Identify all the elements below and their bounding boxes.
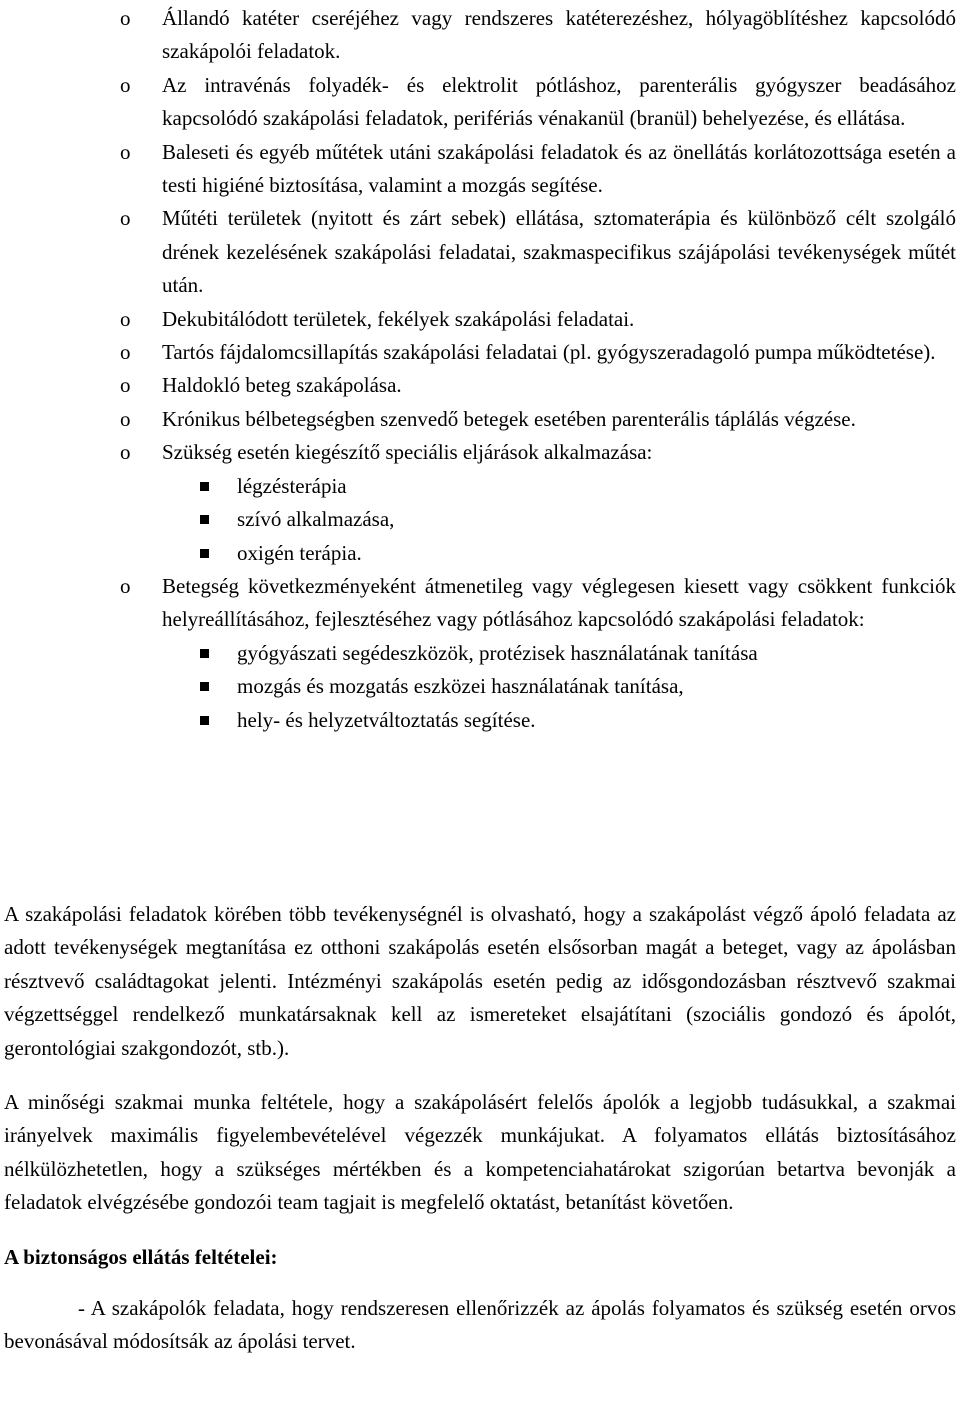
task-list	[0, 2, 960, 737]
list-item-text: Műtéti területek (nyitott és zárt sebek) ellátása, sztomaterápia és különböző célt szolgáló drének kezelésének szakápolási feladatai, szakmaspecifikus szájápolási tevékenységek műtét után.	[162, 206, 956, 298]
list-item-text: Dekubitálódott területek, fekélyek szakápolási feladatai.	[162, 306, 635, 331]
list-item-text: Az intravénás folyadék- és elektrolit pótláshoz, parenterális gyógyszer beadásához kapcsolódó szakápolási feladatok, perifériás vénakanül (branül) behelyezése, és ellátása.	[162, 72, 956, 131]
list-item-text: Szükség esetén kiegészítő speciális eljárások alkalmazása:	[162, 440, 653, 465]
list-marker: o	[120, 306, 131, 331]
sub-list-item-text: légzésterápia	[237, 473, 347, 498]
list-marker: o	[120, 573, 131, 598]
list-marker: o	[120, 72, 131, 97]
list-item	[0, 403, 960, 436]
sub-list-item	[162, 637, 956, 670]
section-heading: A biztonságos ellátás feltételei:	[4, 1244, 278, 1269]
square-bullet-icon	[200, 649, 209, 658]
list-marker: o	[120, 206, 131, 231]
list-marker: o	[120, 139, 131, 164]
sub-list-item-text: gyógyászati segédeszközök, protézisek használatának tanítása	[237, 640, 758, 665]
list-item	[0, 369, 960, 402]
list-item	[0, 436, 960, 570]
square-bullet-icon	[200, 515, 209, 524]
sub-list	[162, 470, 956, 570]
list-item	[0, 2, 960, 69]
list-item	[0, 69, 960, 136]
sub-list-item	[162, 537, 956, 570]
sub-list-item-text: mozgás és mozgatás eszközei használatának tanítása,	[237, 674, 684, 699]
list-item	[0, 202, 960, 302]
list-marker: o	[120, 340, 131, 365]
sub-list-item-text: hely- és helyzetváltoztatás segítése.	[237, 707, 536, 732]
list-item-text: Haldokló beteg szakápolása.	[162, 373, 402, 398]
list-item-text: Tartós fájdalomcsillapítás szakápolási feladatai (pl. gyógyszeradagoló pumpa működtetése).	[162, 340, 936, 365]
list-item	[0, 570, 960, 737]
sub-list-item	[162, 704, 956, 737]
dash-list-item: - A szakápolók feladata, hogy rendszeresen ellenőrizzék az ápolás folyamatos és szükség esetén orvos bevonásával módosítsák az ápolási tervet.	[4, 1296, 956, 1354]
list-marker: o	[120, 440, 131, 465]
list-marker: o	[120, 6, 131, 30]
sub-list-item-text: oxigén terápia.	[237, 540, 362, 565]
list-item	[0, 136, 960, 203]
list-item-text: Állandó katéter cseréjéhez vagy rendszeres katéterezéshez, hólyagöblítéshez kapcsolódó szakápolói feladatok.	[162, 6, 956, 64]
list-item	[0, 336, 960, 369]
sub-list-item	[162, 670, 956, 703]
list-item-text: Krónikus bélbetegségben szenvedő betegek esetében parenterális táplálás végzése.	[162, 406, 856, 431]
list-item-text: Baleseti és egyéb műtétek utáni szakápolási feladatok és az önellátás korlátozottsága esetén a testi higiéné biztosítása, valamint a mozgás segítése.	[162, 139, 956, 198]
list-item	[0, 303, 960, 336]
sub-list-item	[162, 503, 956, 536]
list-marker: o	[120, 373, 131, 398]
sub-list	[162, 637, 956, 737]
paragraph: A szakápolási feladatok körében több tevékenységnél is olvasható, hogy a szakápolást végző ápoló feladata az adott tevékenységek megtanítása ez otthoni szakápolás esetén elsősorban magát a beteget, vagy az ápolásban résztvevő családtagokat jelenti. Intézményi szakápolás esetén pedig az idősgondozásban résztvevő szakmai végzettséggel rendelkező munkatársaknak kell az ismereteket elsajátítani (szociális gondozó és ápolót, gerontológiai szakgondozót, stb.).	[4, 902, 956, 1060]
square-bullet-icon	[200, 482, 209, 491]
sub-list-item-text: szívó alkalmazása,	[237, 507, 395, 532]
paragraph: A minőségi szakmai munka feltétele, hogy a szakápolásért felelős ápolók a legjobb tudásukkal, a szakmai irányelvek maximális figyelembevételével végezzék munkájukat. A folyamatos ellátás biztosításához nélkülözhetetlen, hogy a szükséges mértékben és a kompetenciahatárokat szigorúan betartva bevonják a feladatok elvégzésébe gondozói team tagjait is megfelelő oktatást, betanítást követően.	[4, 1090, 956, 1215]
body-text	[0, 898, 960, 1359]
square-bullet-icon	[200, 716, 209, 725]
square-bullet-icon	[200, 682, 209, 691]
list-marker: o	[120, 406, 131, 431]
list-item-text: Betegség következményeként átmenetileg vagy véglegesen kiesett vagy csökkent funkciók helyreállításához, fejlesztéséhez vagy pótlásához kapcsolódó szakápolási feladatok:	[162, 573, 956, 632]
square-bullet-icon	[200, 549, 209, 558]
sub-list-item	[162, 470, 956, 503]
